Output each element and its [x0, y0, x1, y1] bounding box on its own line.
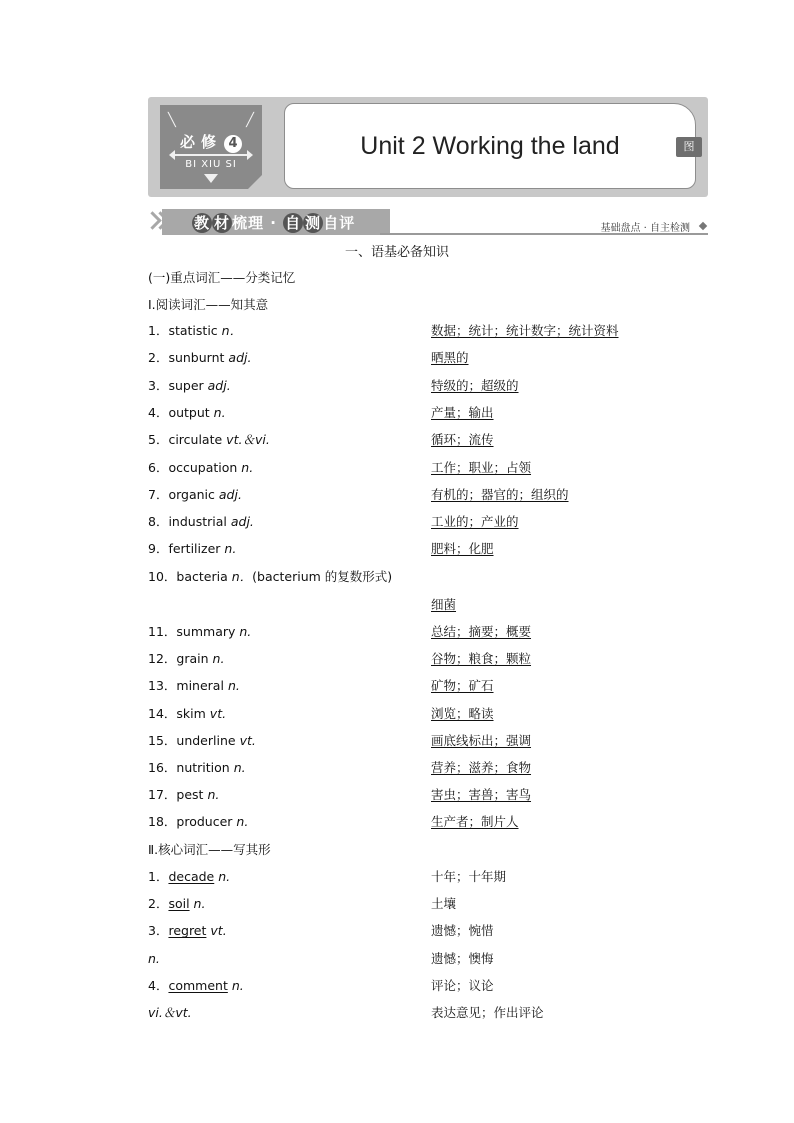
- item-meaning: 矿物；矿石: [431, 678, 494, 694]
- unit-banner: [148, 97, 708, 197]
- module-badge: [160, 105, 262, 189]
- section-tab: [162, 209, 390, 235]
- section-right-label: 基础盘点 · 自主检测: [600, 223, 690, 234]
- item-word: decade: [168, 869, 215, 884]
- item-meaning: 细菌: [431, 597, 457, 612]
- item-number: 4．: [148, 404, 169, 420]
- item-pos: adj.: [230, 514, 254, 530]
- vocab-item: [148, 923, 227, 939]
- vocab-item: [148, 405, 226, 421]
- item-pos: n.: [233, 760, 246, 775]
- item-pos: n.: [236, 814, 249, 830]
- item-meaning: 循环；流传: [431, 432, 494, 448]
- item-pos: n.: [241, 459, 254, 475]
- vocab-item: [148, 487, 242, 503]
- vocab-item: [148, 541, 236, 557]
- badge-number: 4: [224, 135, 242, 153]
- main-heading: 一、语基必备知识: [344, 245, 449, 260]
- item-meaning: 生产者；制片人: [431, 814, 519, 830]
- item-word: comment: [168, 977, 228, 993]
- vocab-item: [148, 378, 231, 394]
- item-word: grain: [176, 651, 209, 667]
- page-fold-corner: [248, 175, 262, 189]
- item-meaning: 总结；摘要；概要: [431, 624, 532, 639]
- item-word: pest: [176, 787, 204, 803]
- item-number: 3．: [148, 377, 169, 393]
- section-char-circle: 测: [305, 214, 322, 232]
- vocab-item: [148, 951, 160, 967]
- item-meaning: 画底线标出；强调: [431, 732, 532, 748]
- item-meaning: 遗憾；惋惜: [431, 923, 494, 939]
- item-number: 7．: [148, 486, 169, 502]
- item-number: 2．: [148, 896, 169, 912]
- vocab-item: [148, 624, 251, 640]
- section-char-circle: 自: [285, 214, 302, 232]
- section-char-text: 梳理: [232, 214, 265, 232]
- item-number: 9．: [148, 541, 169, 557]
- vocab-item: [148, 978, 244, 994]
- item-pos: n．: [221, 323, 243, 338]
- item-number: 10．: [148, 569, 177, 584]
- double-arrow-icon: [174, 154, 248, 156]
- badge-bracket-left: ╲: [168, 113, 176, 128]
- section-tab-title: [192, 212, 355, 233]
- item-meaning: 评论；议论: [431, 977, 494, 993]
- item-word: skim: [176, 705, 206, 721]
- vocab-item: [148, 733, 256, 749]
- item-word: fertilizer: [168, 541, 221, 557]
- item-word: bacteria: [176, 569, 228, 584]
- item-pos: n.: [224, 541, 237, 557]
- item-word: circulate: [168, 432, 223, 448]
- section-char-circle: 材: [213, 214, 230, 232]
- item-word: nutrition: [176, 760, 230, 775]
- section-char-text: 自评: [323, 214, 356, 232]
- item-number: 12．: [148, 651, 177, 667]
- item-meaning: 遗憾；懊悔: [431, 950, 494, 966]
- item-word: soil: [168, 896, 190, 912]
- item-number: 2．: [148, 350, 169, 366]
- item-meaning: 数据；统计；统计数字；统计资料: [431, 323, 619, 338]
- item-meaning: 特级的；超级的: [431, 377, 519, 393]
- subheading: (一)重点词汇——分类记忆: [148, 270, 296, 285]
- part-heading: Ⅰ.阅读词汇——知其意: [148, 297, 269, 312]
- item-meaning: 工作；职业；占领: [431, 459, 532, 475]
- vocab-item: [148, 514, 254, 530]
- item-meaning: 害虫；害兽；害鸟: [431, 787, 532, 803]
- vocab-item: [148, 460, 253, 476]
- unit-title: Unit 2 Working the land: [360, 132, 620, 160]
- item-word: sunburnt: [168, 350, 225, 366]
- vocab-item: [148, 678, 240, 694]
- item-pos: adj.: [207, 377, 231, 393]
- item-number: 4．: [148, 977, 169, 993]
- item-pos: adj.: [218, 486, 242, 502]
- item-word: occupation: [168, 459, 238, 475]
- item-pos: vi.＆vt.: [148, 1005, 192, 1020]
- item-pos: n．: [231, 569, 253, 584]
- item-meaning: 表达意见；作出评论: [431, 1005, 544, 1020]
- item-pos: n.: [148, 950, 160, 966]
- vocab-item: [148, 814, 248, 830]
- item-word: output: [168, 404, 210, 420]
- diamond-icon: [699, 222, 707, 230]
- item-meaning: 土壤: [431, 896, 457, 912]
- item-number: 17．: [148, 787, 177, 803]
- item-number: 1．: [148, 869, 169, 884]
- item-meaning: 有机的；器官的；组织的: [431, 486, 569, 502]
- item-pos: vt.＆vi.: [226, 432, 270, 448]
- item-word: summary: [176, 624, 236, 639]
- vocab-item: [148, 651, 224, 667]
- item-word: regret: [168, 923, 207, 939]
- item-word: mineral: [176, 678, 224, 694]
- book-icon: 图: [676, 137, 702, 157]
- item-meaning: 产量；输出: [431, 404, 494, 420]
- vocab-item: [148, 432, 270, 448]
- item-number: 1．: [148, 323, 169, 338]
- item-number: 8．: [148, 514, 169, 530]
- item-pos: vt.: [209, 705, 227, 721]
- item-meaning: 谷物；粮食；颗粒: [431, 651, 532, 667]
- vocab-item: [148, 323, 242, 339]
- vocab-item: [148, 787, 219, 803]
- item-meaning: 十年；十年期: [431, 869, 507, 884]
- item-meaning: 晒黑的: [431, 350, 469, 366]
- item-pos: n.: [193, 896, 206, 912]
- badge-pinyin: BI XIU SI: [185, 159, 237, 170]
- item-word: underline: [176, 732, 236, 748]
- item-pos: n.: [218, 869, 231, 884]
- badge-bracket-right: ╱: [246, 113, 254, 128]
- item-number: 18．: [148, 814, 177, 830]
- item-meaning: 营养；滋养；食物: [431, 760, 532, 775]
- section-separator: ·: [270, 214, 277, 232]
- item-pos: n.: [207, 787, 220, 803]
- part-heading: Ⅱ.核心词汇——写其形: [148, 842, 271, 857]
- item-word: statistic: [168, 323, 218, 338]
- item-meaning: 浏览；略读: [431, 705, 494, 721]
- item-word: super: [168, 377, 204, 393]
- vocab-item: [148, 896, 205, 912]
- triangle-down-icon: [204, 174, 218, 183]
- item-word: organic: [168, 486, 215, 502]
- item-word: industrial: [168, 514, 227, 530]
- unit-title-card: [284, 103, 696, 189]
- item-pos: vt.: [210, 923, 227, 939]
- item-number: 6．: [148, 459, 169, 475]
- item-number: 15．: [148, 732, 177, 748]
- item-number: 13．: [148, 678, 177, 694]
- badge-title-text: 必修: [179, 133, 222, 151]
- item-word: producer: [176, 814, 233, 830]
- vocab-item: [148, 760, 246, 776]
- item-pos: adj.: [228, 350, 252, 366]
- item-number: 11．: [148, 624, 177, 639]
- item-number: 16．: [148, 760, 177, 775]
- item-pos: n.: [231, 977, 244, 993]
- section-char-circle: 教: [193, 214, 210, 232]
- item-pos: n.: [227, 678, 240, 694]
- item-pos: n.: [239, 624, 252, 639]
- item-pos: n.: [212, 651, 225, 667]
- section-bar: [148, 209, 708, 237]
- vocab-item: [148, 869, 230, 885]
- item-meaning: 肥料；化肥: [431, 541, 494, 557]
- item-number: 3．: [148, 923, 169, 939]
- item-meaning: 工业的；产业的: [431, 514, 519, 530]
- item-number: 5．: [148, 432, 169, 448]
- item-note: (bacterium 的复数形式): [252, 569, 393, 584]
- vocab-item: [148, 706, 226, 722]
- vocab-item: [148, 569, 392, 585]
- vocab-item: [148, 1005, 192, 1021]
- vocab-item: [148, 350, 251, 366]
- item-pos: vt.: [239, 732, 256, 748]
- item-number: 14．: [148, 705, 177, 721]
- item-pos: n.: [213, 404, 226, 420]
